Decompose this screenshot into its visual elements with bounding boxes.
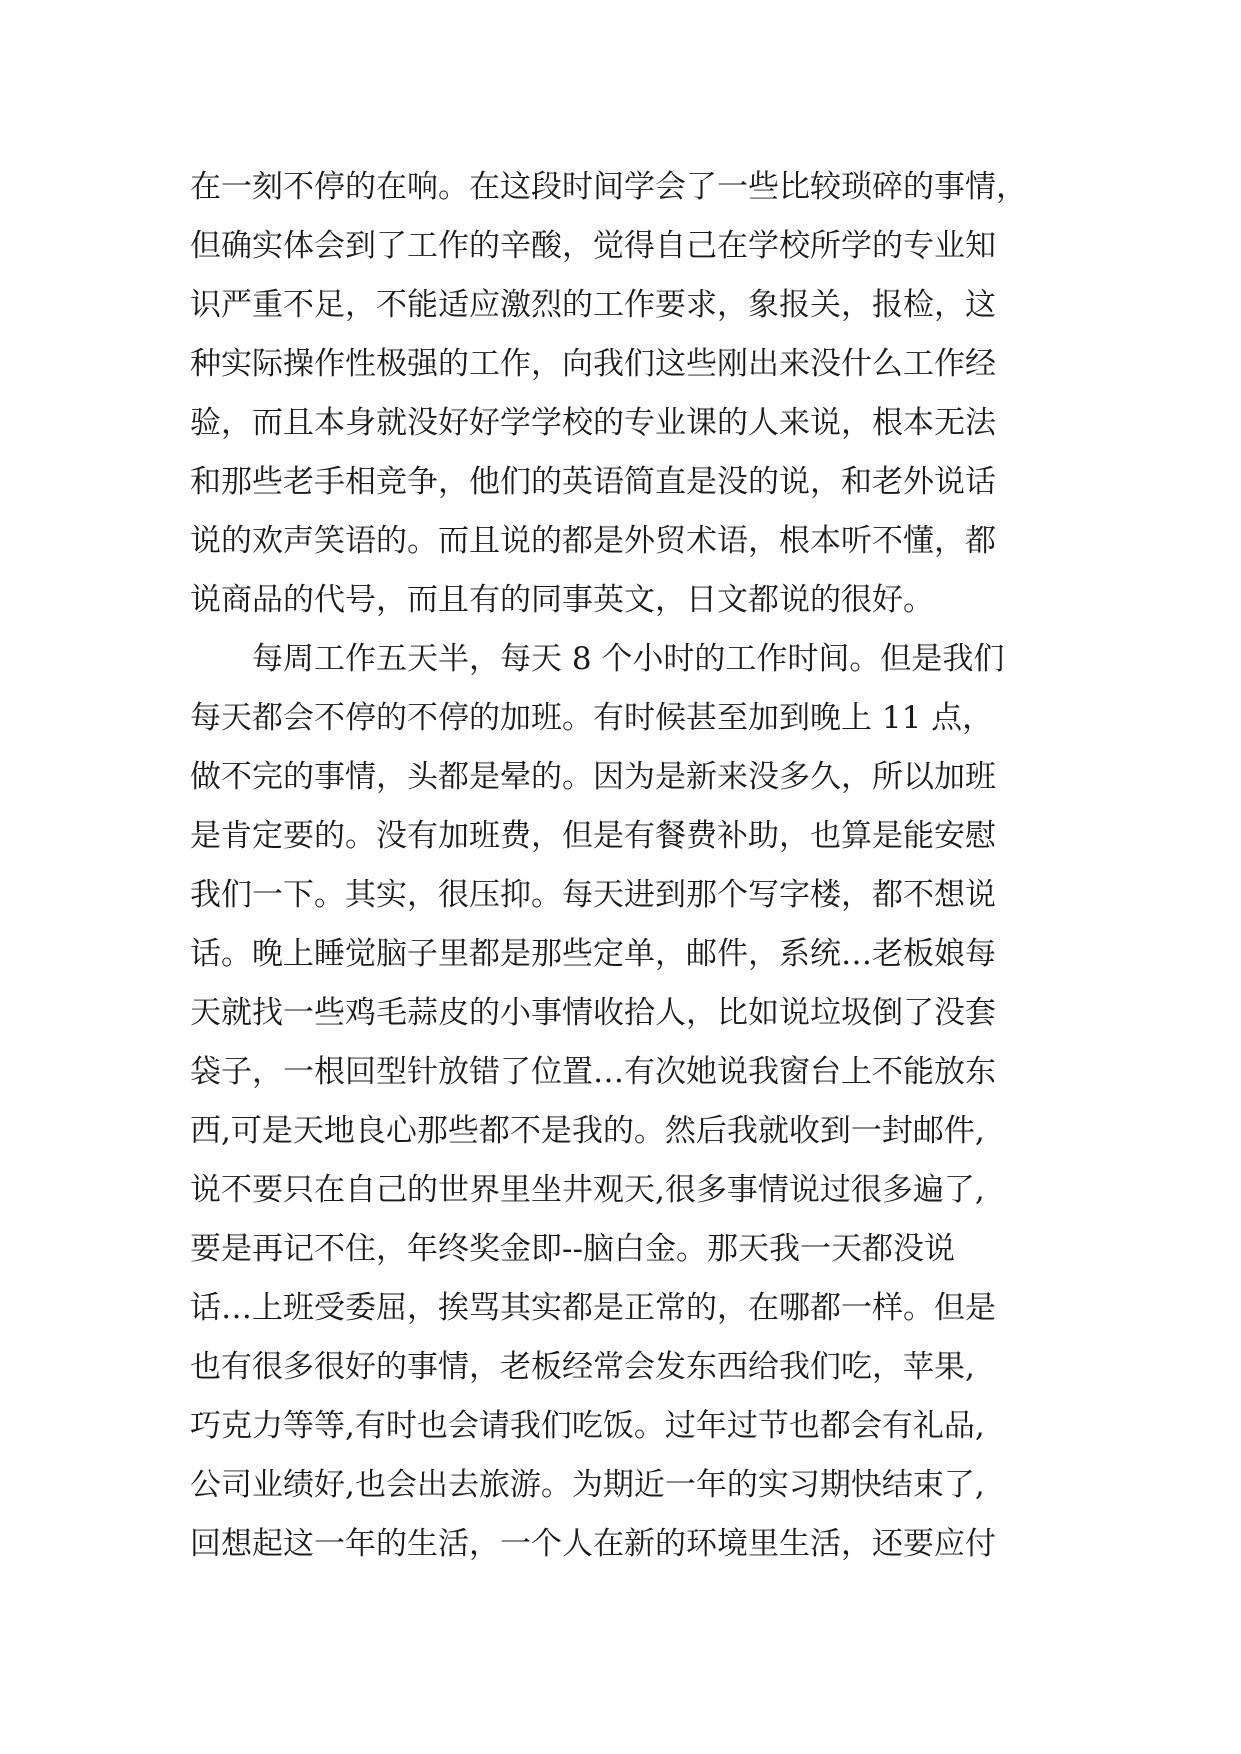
text-line: 袋子，一根回型针放错了位置…有次她说我窗台上不能放东 xyxy=(190,1054,996,1090)
text-line: 天就找一些鸡毛蒜皮的小事情收拾人，比如说垃圾倒了没套 xyxy=(190,995,996,1031)
text-line: 每天都会不停的不停的加班。有时候甚至加到晚上 11 点， xyxy=(190,700,994,736)
text-line: 西,可是天地良心那些都不是我的。然后我就收到一封邮件, xyxy=(190,1113,985,1149)
text-line: 在一刻不停的在响。在这段时间学会了一些比较琐碎的事情， xyxy=(190,169,1027,205)
text-line: 巧克力等等,有时也会请我们吃饭。过年过节也都会有礼品, xyxy=(190,1408,985,1444)
text-line: 验，而且本身就没好好学学校的专业课的人来说，根本无法 xyxy=(190,405,996,441)
text-line: 说不要只在自己的世界里坐井观天,很多事情说过很多遍了, xyxy=(190,1172,985,1208)
text-line: 也有很多很好的事情，老板经常会发东西给我们吃，苹果, xyxy=(190,1349,975,1385)
text-line: 回想起这一年的生活，一个人在新的环境里生活，还要应付 xyxy=(190,1526,996,1562)
body-text xyxy=(190,158,1070,1574)
text-line: 说的欢声笑语的。而且说的都是外贸术语，根本听不懂，都 xyxy=(190,523,996,559)
text-line: 说商品的代号，而且有的同事英文，日文都说的很好。 xyxy=(190,582,934,618)
text-line: 公司业绩好,也会出去旅游。为期近一年的实习期快结束了, xyxy=(190,1467,985,1503)
text-line: 要是再记不住，年终奖金即--脑白金。那天我一天都没说 xyxy=(190,1231,955,1267)
text-line: 但确实体会到了工作的辛酸，觉得自己在学校所学的专业知 xyxy=(190,228,996,264)
text-line: 话…上班受委屈，挨骂其实都是正常的，在哪都一样。但是 xyxy=(190,1290,996,1326)
text-line: 做不完的事情，头都是晕的。因为是新来没多久，所以加班 xyxy=(190,759,996,795)
text-line: 我们一下。其实，很压抑。每天进到那个写字楼，都不想说 xyxy=(190,877,996,913)
text-line: 和那些老手相竞争，他们的英语简直是没的说，和老外说话 xyxy=(190,464,996,500)
text-line: 话。晚上睡觉脑子里都是那些定单，邮件，系统…老板娘每 xyxy=(190,936,996,972)
text-line: 是肯定要的。没有加班费，但是有餐费补助，也算是能安慰 xyxy=(190,818,996,854)
text-line: 种实际操作性极强的工作，向我们这些刚出来没什么工作经 xyxy=(190,346,996,382)
text-line: 识严重不足，不能适应激烈的工作要求，象报关，报检，这 xyxy=(190,287,996,323)
paragraph-start-line: 每周工作五天半，每天 8 个小时的工作时间。但是我们 xyxy=(190,641,1005,677)
